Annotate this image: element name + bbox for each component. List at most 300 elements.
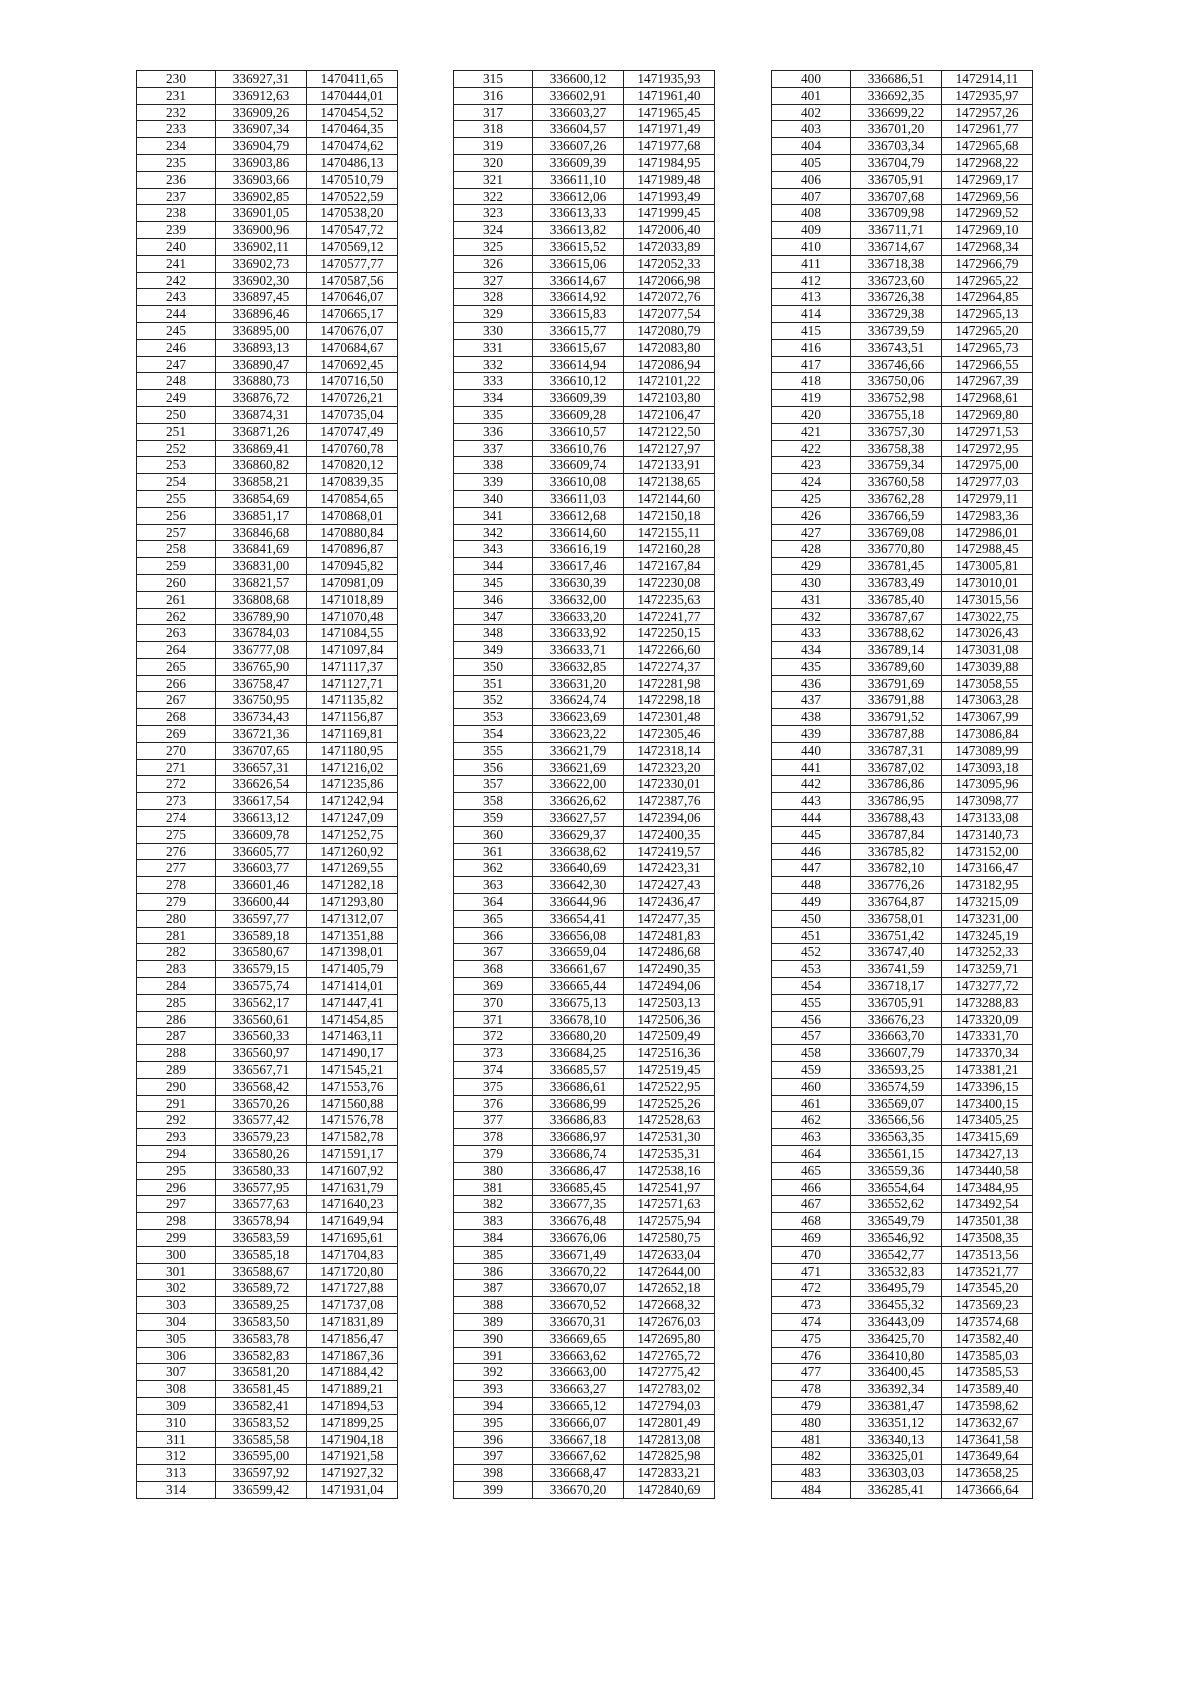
y-coordinate-cell: 1472969,17: [942, 171, 1033, 188]
x-coordinate-cell: 336726,38: [851, 289, 942, 306]
table-row: [454, 1364, 715, 1381]
x-coordinate-cell: 336896,46: [216, 306, 307, 323]
table-row: [454, 1213, 715, 1230]
y-coordinate-cell: 1472506,36: [624, 1011, 715, 1028]
x-coordinate-cell: 336597,92: [216, 1465, 307, 1482]
y-coordinate-cell: 1470577,77: [307, 255, 398, 272]
point-number-cell: 416: [772, 339, 851, 356]
point-number-cell: 237: [137, 188, 216, 205]
x-coordinate-cell: 336569,07: [851, 1095, 942, 1112]
y-coordinate-cell: 1472155,11: [624, 524, 715, 541]
y-coordinate-cell: 1471927,32: [307, 1465, 398, 1482]
x-coordinate-cell: 336567,71: [216, 1062, 307, 1079]
table-row: [772, 1481, 1033, 1498]
x-coordinate-cell: 336874,31: [216, 406, 307, 423]
x-coordinate-cell: 336783,49: [851, 574, 942, 591]
x-coordinate-cell: 336579,23: [216, 1129, 307, 1146]
y-coordinate-cell: 1472966,55: [942, 356, 1033, 373]
table-row: [772, 1011, 1033, 1028]
y-coordinate-cell: 1472323,20: [624, 759, 715, 776]
point-number-cell: 315: [454, 71, 533, 88]
point-number-cell: 257: [137, 524, 216, 541]
table-row: [137, 1381, 398, 1398]
y-coordinate-cell: 1471961,40: [624, 87, 715, 104]
table-row: [772, 1179, 1033, 1196]
x-coordinate-cell: 336614,94: [533, 356, 624, 373]
point-number-cell: 283: [137, 961, 216, 978]
x-coordinate-cell: 336633,92: [533, 625, 624, 642]
point-number-cell: 461: [772, 1095, 851, 1112]
point-number-cell: 321: [454, 171, 533, 188]
point-number-cell: 356: [454, 759, 533, 776]
x-coordinate-cell: 336762,28: [851, 490, 942, 507]
table-row: [772, 776, 1033, 793]
point-number-cell: 261: [137, 591, 216, 608]
y-coordinate-cell: 1473585,03: [942, 1347, 1033, 1364]
x-coordinate-cell: 336895,00: [216, 322, 307, 339]
x-coordinate-cell: 336580,33: [216, 1162, 307, 1179]
x-coordinate-cell: 336638,62: [533, 843, 624, 860]
x-coordinate-cell: 336777,08: [216, 642, 307, 659]
point-number-cell: 348: [454, 625, 533, 642]
x-coordinate-cell: 336686,61: [533, 1078, 624, 1095]
x-coordinate-cell: 336791,69: [851, 675, 942, 692]
point-number-cell: 465: [772, 1162, 851, 1179]
table-row: [454, 574, 715, 591]
table-row: [772, 1280, 1033, 1297]
y-coordinate-cell: 1471169,81: [307, 726, 398, 743]
table-row: [137, 1179, 398, 1196]
table-row: [137, 625, 398, 642]
table-row: [137, 776, 398, 793]
table-row: [454, 675, 715, 692]
point-number-cell: 275: [137, 826, 216, 843]
table-row: [454, 709, 715, 726]
y-coordinate-cell: 1473508,35: [942, 1229, 1033, 1246]
y-coordinate-cell: 1473215,09: [942, 894, 1033, 911]
point-number-cell: 231: [137, 87, 216, 104]
y-coordinate-cell: 1472305,46: [624, 726, 715, 743]
y-coordinate-cell: 1472914,11: [942, 71, 1033, 88]
x-coordinate-cell: 336904,79: [216, 138, 307, 155]
table-row: [137, 675, 398, 692]
y-coordinate-cell: 1473320,09: [942, 1011, 1033, 1028]
y-coordinate-cell: 1473067,99: [942, 709, 1033, 726]
table-row: [454, 222, 715, 239]
y-coordinate-cell: 1473089,99: [942, 742, 1033, 759]
point-number-cell: 378: [454, 1129, 533, 1146]
y-coordinate-cell: 1471631,79: [307, 1179, 398, 1196]
point-number-cell: 341: [454, 507, 533, 524]
x-coordinate-cell: 336614,92: [533, 289, 624, 306]
y-coordinate-cell: 1470538,20: [307, 205, 398, 222]
table-row: [454, 726, 715, 743]
y-coordinate-cell: 1473166,47: [942, 860, 1033, 877]
y-coordinate-cell: 1472676,03: [624, 1313, 715, 1330]
table-row: [137, 608, 398, 625]
y-coordinate-cell: 1471856,47: [307, 1330, 398, 1347]
x-coordinate-cell: 336614,67: [533, 272, 624, 289]
point-number-cell: 340: [454, 490, 533, 507]
x-coordinate-cell: 336580,67: [216, 944, 307, 961]
x-coordinate-cell: 336656,08: [533, 927, 624, 944]
point-number-cell: 319: [454, 138, 533, 155]
x-coordinate-cell: 336632,00: [533, 591, 624, 608]
x-coordinate-cell: 336626,62: [533, 793, 624, 810]
table-row: [137, 1062, 398, 1079]
point-number-cell: 421: [772, 423, 851, 440]
y-coordinate-cell: 1473140,73: [942, 826, 1033, 843]
x-coordinate-cell: 336612,06: [533, 188, 624, 205]
point-number-cell: 409: [772, 222, 851, 239]
table-row: [454, 507, 715, 524]
point-number-cell: 462: [772, 1112, 851, 1129]
table-row: [137, 356, 398, 373]
x-coordinate-cell: 336661,67: [533, 961, 624, 978]
x-coordinate-cell: 336927,31: [216, 71, 307, 88]
point-number-cell: 405: [772, 154, 851, 171]
point-number-cell: 344: [454, 558, 533, 575]
y-coordinate-cell: 1471640,23: [307, 1196, 398, 1213]
x-coordinate-cell: 336788,43: [851, 810, 942, 827]
y-coordinate-cell: 1472077,54: [624, 306, 715, 323]
y-coordinate-cell: 1471921,58: [307, 1448, 398, 1465]
table-row: [454, 1162, 715, 1179]
table-row: [137, 306, 398, 323]
y-coordinate-cell: 1473381,21: [942, 1062, 1033, 1079]
point-number-cell: 411: [772, 255, 851, 272]
y-coordinate-cell: 1472965,73: [942, 339, 1033, 356]
table-row: [772, 1263, 1033, 1280]
y-coordinate-cell: 1473231,00: [942, 910, 1033, 927]
y-coordinate-cell: 1473666,64: [942, 1481, 1033, 1498]
x-coordinate-cell: 336869,41: [216, 440, 307, 457]
x-coordinate-cell: 336577,63: [216, 1196, 307, 1213]
x-coordinate-cell: 336400,45: [851, 1364, 942, 1381]
x-coordinate-cell: 336900,96: [216, 222, 307, 239]
y-coordinate-cell: 1471965,45: [624, 104, 715, 121]
table-row: [772, 1465, 1033, 1482]
table-row: [137, 71, 398, 88]
y-coordinate-cell: 1473492,54: [942, 1196, 1033, 1213]
table-row: [137, 524, 398, 541]
y-coordinate-cell: 1471560,88: [307, 1095, 398, 1112]
x-coordinate-cell: 336589,18: [216, 927, 307, 944]
point-number-cell: 276: [137, 843, 216, 860]
y-coordinate-cell: 1471720,80: [307, 1263, 398, 1280]
point-number-cell: 252: [137, 440, 216, 457]
table-row: [137, 390, 398, 407]
x-coordinate-cell: 336846,68: [216, 524, 307, 541]
point-number-cell: 427: [772, 524, 851, 541]
x-coordinate-cell: 336676,06: [533, 1229, 624, 1246]
y-coordinate-cell: 1473095,96: [942, 776, 1033, 793]
table-row: [137, 1313, 398, 1330]
point-number-cell: 263: [137, 625, 216, 642]
y-coordinate-cell: 1471117,37: [307, 658, 398, 675]
table-row: [772, 87, 1033, 104]
coordinate-table: [453, 70, 715, 1499]
table-row: [137, 574, 398, 591]
point-number-cell: 403: [772, 121, 851, 138]
table-row: [772, 1146, 1033, 1163]
x-coordinate-cell: 336602,91: [533, 87, 624, 104]
x-coordinate-cell: 336455,32: [851, 1297, 942, 1314]
y-coordinate-cell: 1471127,71: [307, 675, 398, 692]
x-coordinate-cell: 336607,79: [851, 1045, 942, 1062]
table-row: [454, 1297, 715, 1314]
x-coordinate-cell: 336621,69: [533, 759, 624, 776]
x-coordinate-cell: 336663,62: [533, 1347, 624, 1364]
x-coordinate-cell: 336747,40: [851, 944, 942, 961]
point-number-cell: 309: [137, 1397, 216, 1414]
point-number-cell: 365: [454, 910, 533, 927]
y-coordinate-cell: 1472423,31: [624, 860, 715, 877]
table-row: [454, 944, 715, 961]
x-coordinate-cell: 336676,23: [851, 1011, 942, 1028]
point-number-cell: 395: [454, 1414, 533, 1431]
y-coordinate-cell: 1473649,64: [942, 1448, 1033, 1465]
table-row: [137, 322, 398, 339]
y-coordinate-cell: 1472986,01: [942, 524, 1033, 541]
y-coordinate-cell: 1470735,04: [307, 406, 398, 423]
point-number-cell: 268: [137, 709, 216, 726]
table-row: [772, 205, 1033, 222]
x-coordinate-cell: 336575,74: [216, 978, 307, 995]
x-coordinate-cell: 336684,25: [533, 1045, 624, 1062]
point-number-cell: 332: [454, 356, 533, 373]
y-coordinate-cell: 1472969,52: [942, 205, 1033, 222]
point-number-cell: 458: [772, 1045, 851, 1062]
table-row: [772, 1431, 1033, 1448]
point-number-cell: 477: [772, 1364, 851, 1381]
y-coordinate-cell: 1472235,63: [624, 591, 715, 608]
x-coordinate-cell: 336851,17: [216, 507, 307, 524]
point-number-cell: 274: [137, 810, 216, 827]
y-coordinate-cell: 1472969,10: [942, 222, 1033, 239]
point-number-cell: 423: [772, 457, 851, 474]
point-number-cell: 372: [454, 1028, 533, 1045]
table-row: [137, 658, 398, 675]
x-coordinate-cell: 336686,47: [533, 1162, 624, 1179]
y-coordinate-cell: 1471867,36: [307, 1347, 398, 1364]
y-coordinate-cell: 1471993,49: [624, 188, 715, 205]
point-number-cell: 236: [137, 171, 216, 188]
y-coordinate-cell: 1472783,02: [624, 1381, 715, 1398]
x-coordinate-cell: 336609,39: [533, 390, 624, 407]
table-row: [772, 642, 1033, 659]
point-number-cell: 298: [137, 1213, 216, 1230]
y-coordinate-cell: 1470411,65: [307, 71, 398, 88]
point-number-cell: 453: [772, 961, 851, 978]
coordinate-table: [136, 70, 398, 1499]
x-coordinate-cell: 336776,26: [851, 877, 942, 894]
x-coordinate-cell: 336785,40: [851, 591, 942, 608]
table-row: [454, 524, 715, 541]
point-number-cell: 326: [454, 255, 533, 272]
x-coordinate-cell: 336621,79: [533, 742, 624, 759]
point-number-cell: 330: [454, 322, 533, 339]
x-coordinate-cell: 336443,09: [851, 1313, 942, 1330]
table-row: [137, 1078, 398, 1095]
point-number-cell: 387: [454, 1280, 533, 1297]
y-coordinate-cell: 1471260,92: [307, 843, 398, 860]
point-number-cell: 318: [454, 121, 533, 138]
table-row: [137, 1414, 398, 1431]
table-row: [772, 373, 1033, 390]
y-coordinate-cell: 1472133,91: [624, 457, 715, 474]
y-coordinate-cell: 1471989,48: [624, 171, 715, 188]
x-coordinate-cell: 336757,30: [851, 423, 942, 440]
y-coordinate-cell: 1472281,98: [624, 675, 715, 692]
x-coordinate-cell: 336703,34: [851, 138, 942, 155]
y-coordinate-cell: 1472966,79: [942, 255, 1033, 272]
point-number-cell: 434: [772, 642, 851, 659]
y-coordinate-cell: 1473370,34: [942, 1045, 1033, 1062]
x-coordinate-cell: 336585,18: [216, 1246, 307, 1263]
table-row: [772, 71, 1033, 88]
y-coordinate-cell: 1471247,09: [307, 810, 398, 827]
x-coordinate-cell: 336589,72: [216, 1280, 307, 1297]
point-number-cell: 438: [772, 709, 851, 726]
x-coordinate-cell: 336670,52: [533, 1297, 624, 1314]
point-number-cell: 244: [137, 306, 216, 323]
x-coordinate-cell: 336612,68: [533, 507, 624, 524]
y-coordinate-cell: 1473589,40: [942, 1381, 1033, 1398]
table-row: [772, 1381, 1033, 1398]
point-number-cell: 316: [454, 87, 533, 104]
table-row: [772, 759, 1033, 776]
point-number-cell: 404: [772, 138, 851, 155]
table-row: [137, 692, 398, 709]
x-coordinate-cell: 336615,06: [533, 255, 624, 272]
point-number-cell: 478: [772, 1381, 851, 1398]
y-coordinate-cell: 1473093,18: [942, 759, 1033, 776]
table-row: [137, 1011, 398, 1028]
y-coordinate-cell: 1473058,55: [942, 675, 1033, 692]
table-row: [137, 1146, 398, 1163]
y-coordinate-cell: 1472825,98: [624, 1448, 715, 1465]
y-coordinate-cell: 1470522,59: [307, 188, 398, 205]
x-coordinate-cell: 336624,74: [533, 692, 624, 709]
y-coordinate-cell: 1470854,65: [307, 490, 398, 507]
y-coordinate-cell: 1470454,52: [307, 104, 398, 121]
y-coordinate-cell: 1471977,68: [624, 138, 715, 155]
x-coordinate-cell: 336603,27: [533, 104, 624, 121]
y-coordinate-cell: 1471252,75: [307, 826, 398, 843]
point-number-cell: 408: [772, 205, 851, 222]
table-row: [454, 121, 715, 138]
x-coordinate-cell: 336788,62: [851, 625, 942, 642]
x-coordinate-cell: 336701,20: [851, 121, 942, 138]
y-coordinate-cell: 1470464,35: [307, 121, 398, 138]
table-row: [772, 474, 1033, 491]
y-coordinate-cell: 1472765,72: [624, 1347, 715, 1364]
x-coordinate-cell: 336782,10: [851, 860, 942, 877]
table-row: [772, 1397, 1033, 1414]
table-row: [137, 1129, 398, 1146]
point-number-cell: 439: [772, 726, 851, 743]
point-number-cell: 312: [137, 1448, 216, 1465]
x-coordinate-cell: 336340,13: [851, 1431, 942, 1448]
x-coordinate-cell: 336667,18: [533, 1431, 624, 1448]
y-coordinate-cell: 1471831,89: [307, 1313, 398, 1330]
point-number-cell: 471: [772, 1263, 851, 1280]
point-number-cell: 429: [772, 558, 851, 575]
x-coordinate-cell: 336787,88: [851, 726, 942, 743]
point-number-cell: 358: [454, 793, 533, 810]
y-coordinate-cell: 1470868,01: [307, 507, 398, 524]
point-number-cell: 415: [772, 322, 851, 339]
y-coordinate-cell: 1471216,02: [307, 759, 398, 776]
point-number-cell: 239: [137, 222, 216, 239]
x-coordinate-cell: 336831,00: [216, 558, 307, 575]
point-number-cell: 444: [772, 810, 851, 827]
x-coordinate-cell: 336858,21: [216, 474, 307, 491]
table-row: [772, 238, 1033, 255]
point-number-cell: 370: [454, 994, 533, 1011]
y-coordinate-cell: 1472419,57: [624, 843, 715, 860]
table-row: [454, 1011, 715, 1028]
x-coordinate-cell: 336781,45: [851, 558, 942, 575]
x-coordinate-cell: 336613,82: [533, 222, 624, 239]
x-coordinate-cell: 336890,47: [216, 356, 307, 373]
y-coordinate-cell: 1472083,80: [624, 339, 715, 356]
table-row: [772, 423, 1033, 440]
table-row: [137, 406, 398, 423]
x-coordinate-cell: 336709,98: [851, 205, 942, 222]
point-number-cell: 475: [772, 1330, 851, 1347]
table-row: [454, 742, 715, 759]
table-row: [137, 978, 398, 995]
y-coordinate-cell: 1472833,21: [624, 1465, 715, 1482]
y-coordinate-cell: 1471293,80: [307, 894, 398, 911]
y-coordinate-cell: 1471070,48: [307, 608, 398, 625]
x-coordinate-cell: 336580,26: [216, 1146, 307, 1163]
y-coordinate-cell: 1471097,84: [307, 642, 398, 659]
x-coordinate-cell: 336593,25: [851, 1062, 942, 1079]
point-number-cell: 364: [454, 894, 533, 911]
x-coordinate-cell: 336663,27: [533, 1381, 624, 1398]
point-number-cell: 322: [454, 188, 533, 205]
y-coordinate-cell: 1472522,95: [624, 1078, 715, 1095]
x-coordinate-cell: 336642,30: [533, 877, 624, 894]
x-coordinate-cell: 336579,15: [216, 961, 307, 978]
table-row: [772, 138, 1033, 155]
table-row: [454, 541, 715, 558]
y-coordinate-cell: 1472794,03: [624, 1397, 715, 1414]
y-coordinate-cell: 1470510,79: [307, 171, 398, 188]
table-row: [772, 860, 1033, 877]
x-coordinate-cell: 336677,35: [533, 1196, 624, 1213]
point-number-cell: 399: [454, 1481, 533, 1498]
point-number-cell: 304: [137, 1313, 216, 1330]
table-row: [772, 255, 1033, 272]
y-coordinate-cell: 1472983,36: [942, 507, 1033, 524]
x-coordinate-cell: 336787,02: [851, 759, 942, 776]
y-coordinate-cell: 1472571,63: [624, 1196, 715, 1213]
table-row: [772, 507, 1033, 524]
point-number-cell: 264: [137, 642, 216, 659]
point-number-cell: 389: [454, 1313, 533, 1330]
y-coordinate-cell: 1472965,68: [942, 138, 1033, 155]
x-coordinate-cell: 336787,84: [851, 826, 942, 843]
x-coordinate-cell: 336644,96: [533, 894, 624, 911]
x-coordinate-cell: 336611,10: [533, 171, 624, 188]
table-row: [772, 1313, 1033, 1330]
x-coordinate-cell: 336755,18: [851, 406, 942, 423]
x-coordinate-cell: 336902,85: [216, 188, 307, 205]
